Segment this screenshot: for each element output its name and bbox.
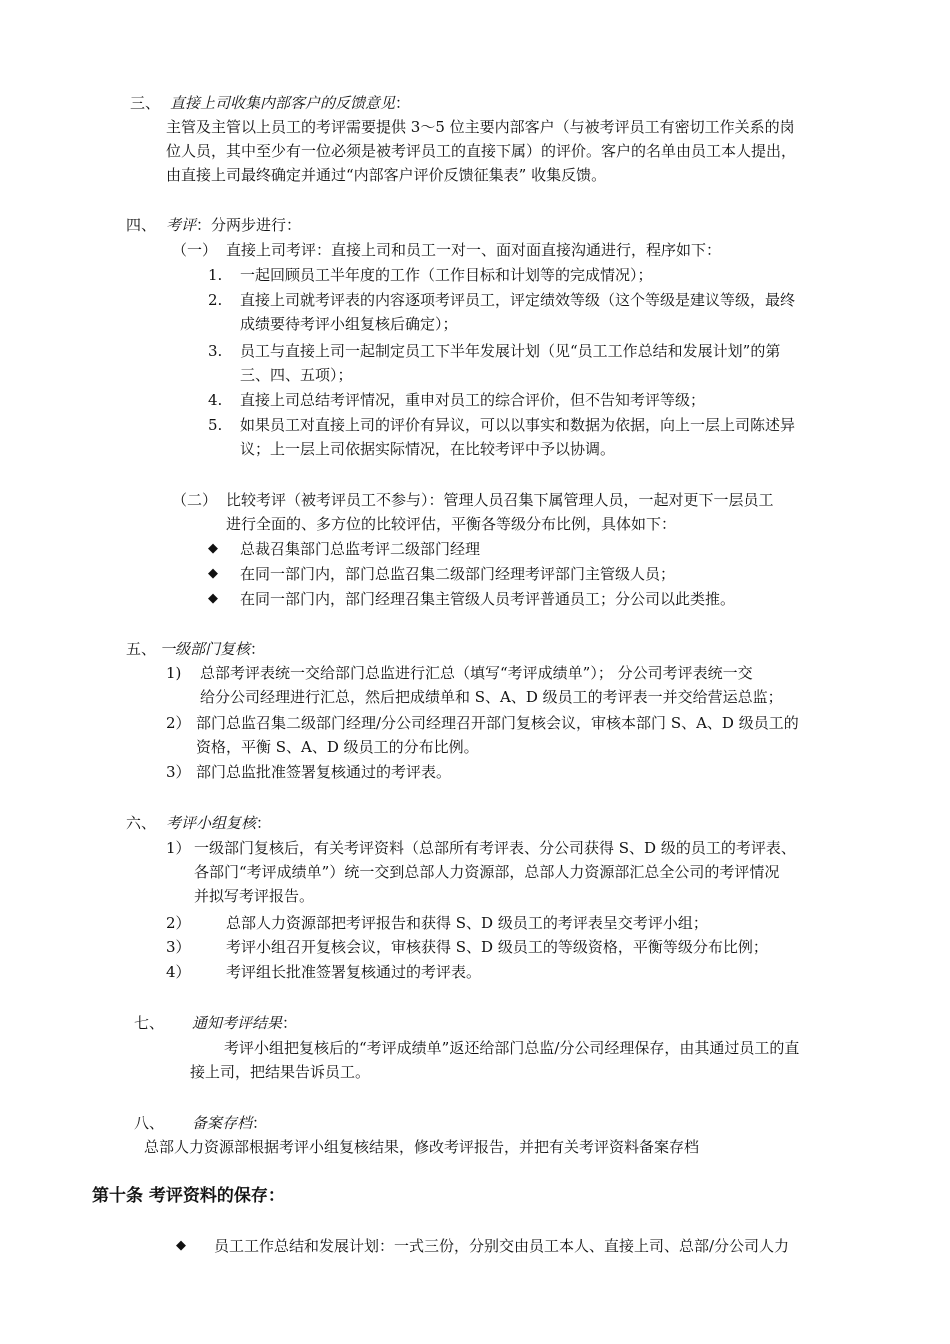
diamond-bullet-icon: ◆ (208, 541, 218, 556)
section-7-colon: ： (282, 1014, 298, 1032)
step-2-number: 2. (208, 291, 223, 309)
panel-4-number: 4） (166, 963, 191, 981)
section-3-number: 三、 (130, 94, 161, 112)
section-6-title: 考评小组复核 (166, 814, 257, 832)
section-8-number: 八、 (134, 1114, 165, 1132)
panel-1-line-1: 一级部门复核后，有关考评资料（总部所有考评表、分公司获得 S、D 级的员工的考评表、 (194, 839, 796, 857)
panel-3-number: 3） (166, 938, 191, 956)
section-6-heading (166, 812, 271, 834)
section-4-heading (166, 214, 301, 236)
panel-2-number: 2） (166, 914, 191, 932)
section-8-colon: ： (252, 1114, 268, 1132)
review-1-line-2: 给分公司经理进行汇总，然后把成绩单和 S、A、D 级员工的考评表一并交给营运总监； (200, 688, 783, 706)
step-3-number: 3. (208, 342, 223, 360)
section-6-number: 六、 (126, 814, 157, 832)
section-3-line-3: 由直接上司最终确定并通过“内部客户评价反馈征集表” 收集反馈。 (166, 166, 607, 184)
review-2-line-2: 资格，平衡 S、A、D 级员工的分布比例。 (196, 738, 479, 756)
step-4-number: 4. (208, 391, 223, 409)
step-5-line-2: 议；上一层上司依据实际情况，在比较考评中予以协调。 (240, 440, 616, 458)
diamond-bullet-icon: ◆ (208, 591, 218, 606)
panel-1-number: 1） (166, 839, 191, 857)
step-3-line-2: 三、四、五项）； (240, 366, 353, 384)
section-8-heading (192, 1112, 267, 1134)
review-3-line-1: 部门总监批准签署复核通过的考评表。 (196, 763, 452, 781)
section-4-number: 四、 (126, 216, 157, 234)
section-5-colon: ： (250, 640, 266, 658)
diamond-bullet-icon: ◆ (176, 1238, 186, 1253)
compare-item-1: 总裁召集部门总监考评二级部门经理 (240, 540, 481, 558)
part-2-line-2: 进行全面的、多方位的比较评估，平衡各等级分布比例，具体如下： (226, 515, 677, 533)
section-3-line-2: 位人员，其中至少有一位必须是被考评员工的直接下属）的评价。客户的名单由员工本人提出， (166, 142, 797, 160)
section-7-heading (192, 1012, 297, 1034)
section-8-line-1: 总部人力资源部根据考评小组复核结果，修改考评报告，并把有关考评资料备案存档 (144, 1138, 700, 1156)
panel-1-line-3: 并拟写考评报告。 (194, 887, 315, 905)
section-7-title: 通知考评结果 (192, 1014, 283, 1032)
section-7-line-2: 接上司，把结果告诉员工。 (190, 1063, 371, 1081)
section-3-line-1: 主管及主管以上员工的考评需要提供 3～5 位主要内部客户（与被考评员工有密切工作关系的岗 (166, 118, 795, 136)
section-5-heading (160, 638, 265, 660)
panel-1-line-2: 各部门“考评成绩单”）统一交到总部人力资源部，总部人力资源部汇总全公司的考评情况 (194, 863, 780, 881)
part-1-number: （一） (172, 241, 218, 259)
article-10-heading: 第十条 考评资料的保存： (92, 1186, 285, 1206)
section-3-heading (170, 92, 410, 114)
step-1-line-1: 一起回顾员工半年度的工作（工作目标和计划等的完成情况）； (240, 266, 653, 284)
compare-item-3: 在同一部门内，部门经理召集主管级人员考评普通员工；分公司以此类推。 (240, 590, 736, 608)
panel-4-line-1: 考评组长批准签署复核通过的考评表。 (226, 963, 482, 981)
step-5-line-1: 如果员工对直接上司的评价有异议，可以以事实和数据为依据，向上一层上司陈述异 (240, 416, 796, 434)
step-1-number: 1. (208, 266, 223, 284)
part-2-line-1: 比较考评（被考评员工不参与）：管理人员召集下属管理人员，一起对更下一层员工 (226, 491, 774, 509)
review-2-line-1: 部门总监召集二级部门经理/分公司经理召开部门复核会议，审核本部门 S、A、D 级员工的 (196, 714, 799, 732)
step-2-line-1: 直接上司就考评表的内容逐项考评员工，评定绩效等级（这个等级是建议等级，最终 (240, 291, 796, 309)
section-4-title: 考评 (166, 216, 197, 234)
article-10-line-1: 员工工作总结和发展计划：一式三份，分别交由员工本人、直接上司、总部/分公司人力 (214, 1237, 790, 1255)
step-2-line-2: 成绩要待考评小组复核后确定）； (240, 315, 458, 333)
review-3-number: 3） (166, 763, 191, 781)
panel-3-line-1: 考评小组召开复核会议，审核获得 S、D 级员工的等级资格，平衡等级分布比例； (226, 938, 768, 956)
section-7-number: 七、 (134, 1014, 165, 1032)
step-3-line-1: 员工与直接上司一起制定员工下半年发展计划（见“员工工作总结和发展计划”的第 (240, 342, 781, 360)
panel-2-line-1: 总部人力资源部把考评报告和获得 S、D 级员工的考评表呈交考评小组； (226, 914, 708, 932)
section-5-title: 一级部门复核 (160, 640, 251, 658)
section-3-title: 直接上司收集内部客户的反馈意见 (170, 94, 396, 112)
section-4-rest: ：分两步进行： (196, 216, 302, 234)
section-7-line-1: 考评小组把复核后的“考评成绩单”返还给部门总监/分公司经理保存，由其通过员工的直 (224, 1039, 800, 1057)
section-3-colon: ： (395, 94, 411, 112)
review-1-line-1: 总部考评表统一交给部门总监进行汇总（填写“考评成绩单”）； 分公司考评表统一交 (200, 664, 753, 682)
review-1-number: 1) (166, 664, 182, 682)
part-1-text: 直接上司考评：直接上司和员工一对一、面对面直接沟通进行，程序如下： (226, 241, 722, 259)
compare-item-2: 在同一部门内，部门总监召集二级部门经理考评部门主管级人员； (240, 565, 676, 583)
review-2-number: 2） (166, 714, 191, 732)
section-5-number: 五、 (126, 640, 157, 658)
step-5-number: 5. (208, 416, 223, 434)
diamond-bullet-icon: ◆ (208, 566, 218, 581)
step-4-line-1: 直接上司总结考评情况，重申对员工的综合评价，但不告知考评等级； (240, 391, 706, 409)
section-8-title: 备案存档 (192, 1114, 253, 1132)
section-6-colon: ： (256, 814, 272, 832)
part-2-number: （二） (172, 491, 218, 509)
